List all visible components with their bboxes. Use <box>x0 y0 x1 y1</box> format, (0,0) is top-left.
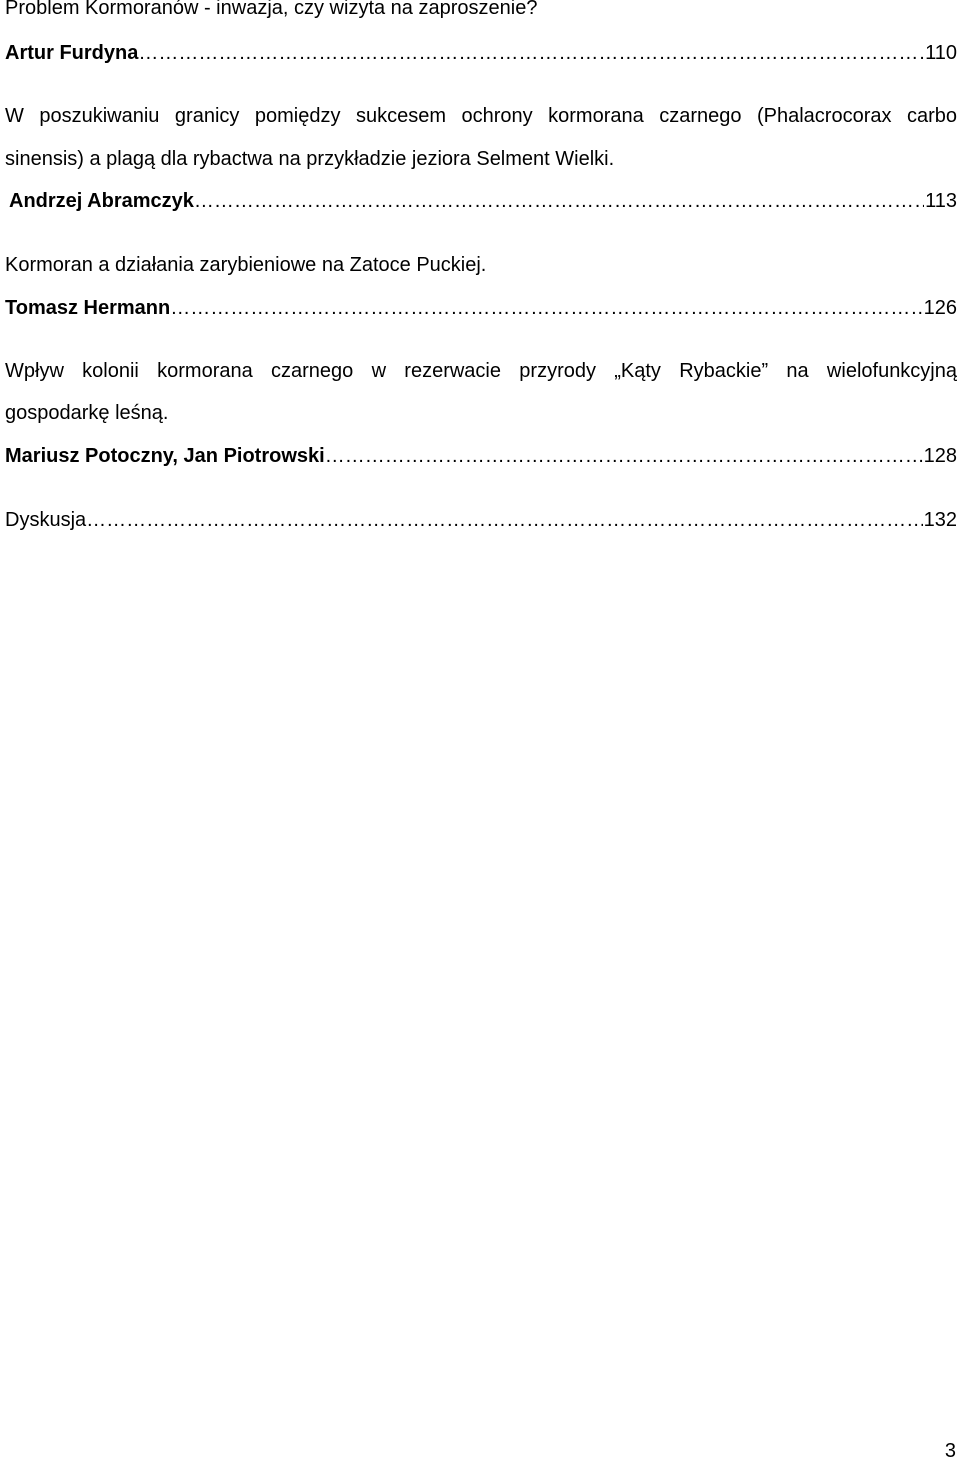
toc-title-line: W poszukiwaniu granicy pomiędzy sukcesem ochrony kormorana czarnego (Phalacrocorax carbo <box>5 105 957 127</box>
dot-leader <box>170 296 922 320</box>
dot-leader <box>138 41 924 65</box>
dot-leader <box>325 444 923 468</box>
toc-title-line: sinensis) a plagą dla rybactwa na przykładzie jeziora Selment Wielki. <box>5 148 615 170</box>
toc-entry-author-row <box>5 189 957 213</box>
toc-author: Andrzej Abramczyk <box>9 190 194 212</box>
toc-page-number: 110 <box>925 42 957 64</box>
toc-page-number: 126 <box>923 297 957 319</box>
page-number: 3 <box>944 1440 956 1462</box>
toc-title-line: Kormoran a działania zarybieniowe na Zatoce Puckiej. <box>5 254 487 276</box>
toc-entry-title <box>5 0 957 20</box>
toc-entry-discussion <box>5 508 957 532</box>
toc-discussion-label: Dyskusja <box>5 509 87 531</box>
toc-entry-author-row <box>5 41 957 65</box>
toc-author: Mariusz Potoczny, Jan Piotrowski <box>5 445 325 467</box>
toc-title-line: Wpływ kolonii kormorana czarnego w rezerwacie przyrody „Kąty Rybackie” na wielofunkcyjną <box>5 360 957 382</box>
dot-leader <box>86 508 922 532</box>
dot-leader <box>194 189 924 213</box>
toc-page-number: 132 <box>923 509 957 531</box>
toc-page-number: 128 <box>923 445 957 467</box>
toc-entry-author-row <box>5 444 957 468</box>
toc-author: Tomasz Hermann <box>5 297 171 319</box>
toc-title-line: Problem Kormoranów - inwazja, czy wizyta na zaproszenie? <box>5 0 538 19</box>
toc-title-line: gospodarkę leśną. <box>5 402 169 424</box>
toc-author: Artur Furdyna <box>5 42 139 64</box>
toc-entry-author-row <box>5 296 957 320</box>
toc-page-number: 113 <box>925 190 957 212</box>
